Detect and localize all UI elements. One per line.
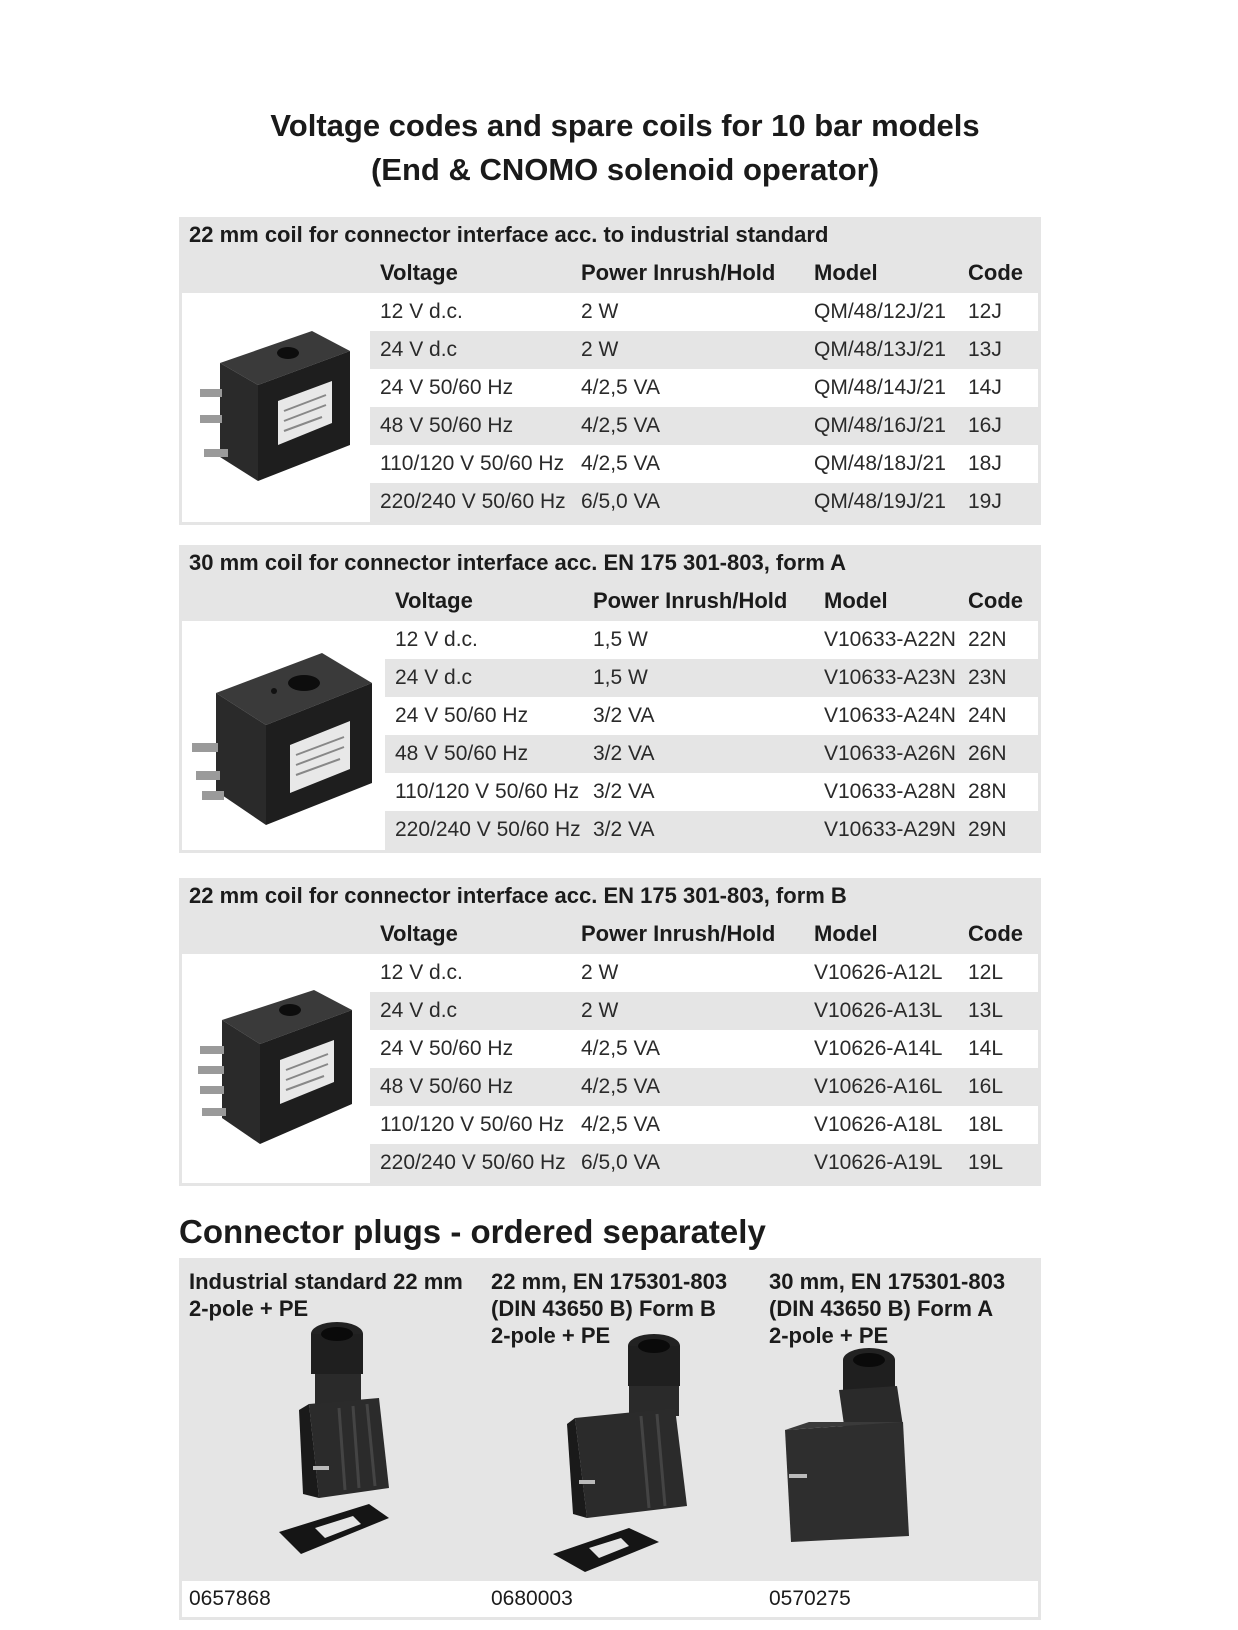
cell-model: V10626-A19L [814,1151,943,1174]
table-row [370,331,1038,369]
column-header-voltage: Voltage [395,588,473,613]
table-row [370,1030,1038,1068]
cell-model: V10633-A22N [824,628,956,651]
cell-voltage: 110/120 V 50/60 Hz [380,452,565,475]
cell-voltage: 24 V d.c [380,338,458,361]
cell-power: 6/5,0 VA [581,1151,660,1174]
cell-voltage: 220/240 V 50/60 Hz [380,1151,566,1174]
connector-plug-industrial-icon [229,1318,429,1568]
cell-model: QM/48/16J/21 [814,414,946,437]
plug-label-line: 2-pole + PE [769,1323,889,1348]
cell-voltage: 24 V 50/60 Hz [380,376,514,399]
cell-power: 3/2 VA [593,704,655,727]
plug-label-line: (DIN 43650 B) Form B [491,1296,716,1321]
coil-section-30mm-form-a [179,545,1041,853]
page-title-line-1: Voltage codes and spare coils for 10 bar models [270,108,980,143]
connector-plugs-panel [179,1258,1041,1620]
cell-voltage: 48 V 50/60 Hz [380,1075,514,1098]
cell-power: 3/2 VA [593,780,655,803]
cell-power: 2 W [581,961,619,984]
cell-model: V10633-A26N [824,742,956,765]
table-row [385,621,1038,659]
cell-code: 13L [968,999,1004,1022]
table-row [370,445,1038,483]
cell-power: 1,5 W [593,628,648,651]
coil-section-22mm-form-b [179,878,1041,1186]
column-header-model: Model [824,588,888,613]
cell-voltage: 110/120 V 50/60 Hz [380,1113,565,1136]
cell-code: 28N [968,780,1007,803]
cell-power: 3/2 VA [593,818,655,841]
table-row [370,992,1038,1030]
cell-voltage: 24 V d.c [380,999,458,1022]
cell-power: 4/2,5 VA [581,452,660,475]
plug-code-form-b: 0680003 [491,1587,573,1610]
coil-section-22mm-industrial [179,217,1041,525]
cell-voltage: 12 V d.c. [395,628,478,651]
cell-model: V10626-A16L [814,1075,943,1098]
cell-power: 2 W [581,999,619,1022]
column-header-code: Code [968,588,1023,613]
cell-code: 24N [968,704,1007,727]
solenoid-coil-icon [182,621,385,850]
column-header-model: Model [814,260,878,285]
cell-code: 29N [968,818,1007,841]
page-title-line-2: (End & CNOMO solenoid operator) [370,152,880,187]
table-row [370,1106,1038,1144]
cell-model: V10633-A29N [824,818,956,841]
cell-power: 3/2 VA [593,742,655,765]
column-header-power: Power Inrush/Hold [581,921,776,946]
cell-code: 16L [968,1075,1004,1098]
table-row [370,483,1038,521]
cell-code: 18J [968,452,1002,475]
plug-label-form-a [769,1268,1005,1349]
table-row [370,954,1038,992]
page-title [0,104,1238,192]
cell-power: 2 W [581,338,619,361]
cell-voltage: 24 V 50/60 Hz [380,1037,514,1060]
section-heading: 22 mm coil for connector interface acc. EN 175 301-803, form B [189,883,847,908]
cell-power: 4/2,5 VA [581,1037,660,1060]
cell-model: QM/48/14J/21 [814,376,946,399]
cell-code: 23N [968,666,1007,689]
cell-power: 2 W [581,300,619,323]
cell-voltage: 220/240 V 50/60 Hz [380,490,566,513]
plug-codes-row [182,1581,1038,1617]
cell-code: 22N [968,628,1007,651]
cell-power: 4/2,5 VA [581,414,660,437]
table-row [370,407,1038,445]
cell-power: 4/2,5 VA [581,1075,660,1098]
cell-model: QM/48/18J/21 [814,452,946,475]
table-row [385,811,1038,849]
cell-power: 4/2,5 VA [581,376,660,399]
plug-code-form-a: 0570275 [769,1587,851,1610]
table-row [385,697,1038,735]
cell-voltage: 12 V d.c. [380,961,463,984]
cell-power: 6/5,0 VA [581,490,660,513]
cell-voltage: 48 V 50/60 Hz [395,742,529,765]
cell-model: V10626-A14L [814,1037,943,1060]
cell-model: V10626-A13L [814,999,943,1022]
table-row [385,659,1038,697]
solenoid-coil-icon [182,293,370,522]
cell-model: V10633-A23N [824,666,956,689]
cell-voltage: 12 V d.c. [380,300,463,323]
column-header-code: Code [968,260,1023,285]
plug-label-line: Industrial standard 22 mm [189,1269,463,1294]
section-heading: 22 mm coil for connector interface acc. to industrial standard [189,222,829,247]
cell-model: V10633-A24N [824,704,956,727]
cell-code: 12J [968,300,1002,323]
cell-model: V10633-A28N [824,780,956,803]
cell-voltage: 110/120 V 50/60 Hz [395,780,580,803]
table-row [370,1144,1038,1182]
cell-code: 16J [968,414,1002,437]
cell-code: 12L [968,961,1004,984]
cell-model: V10626-A12L [814,961,943,984]
cell-code: 14J [968,376,1002,399]
table-row [385,773,1038,811]
column-header-power: Power Inrush/Hold [593,588,788,613]
cell-code: 13J [968,338,1002,361]
column-header-voltage: Voltage [380,921,458,946]
solenoid-coil-icon [182,954,370,1183]
plug-label-line: 2-pole + PE [491,1323,611,1348]
cell-voltage: 220/240 V 50/60 Hz [395,818,581,841]
cell-code: 19L [968,1151,1004,1174]
cell-voltage: 24 V 50/60 Hz [395,704,529,727]
plug-label-line: (DIN 43650 B) Form A [769,1296,994,1321]
plug-label-line: 2-pole + PE [189,1296,309,1321]
cell-code: 14L [968,1037,1004,1060]
connector-plugs-title: Connector plugs - ordered separately [179,1213,766,1250]
plug-label-line: 30 mm, EN 175301-803 [769,1269,1006,1294]
column-header-power: Power Inrush/Hold [581,260,776,285]
cell-code: 19J [968,490,1002,513]
connector-plug-form-b-icon [529,1328,729,1578]
plug-label-line: 22 mm, EN 175301-803 [491,1269,728,1294]
column-header-model: Model [814,921,878,946]
cell-code: 26N [968,742,1007,765]
column-header-voltage: Voltage [380,260,458,285]
cell-model: QM/48/12J/21 [814,300,946,323]
cell-voltage: 24 V d.c [395,666,473,689]
cell-model: QM/48/13J/21 [814,338,946,361]
cell-model: QM/48/19J/21 [814,490,946,513]
plug-label-industrial [189,1268,463,1322]
connector-plug-form-a-icon [779,1346,939,1546]
table-row [385,735,1038,773]
column-header-code: Code [968,921,1023,946]
cell-power: 1,5 W [593,666,648,689]
cell-power: 4/2,5 VA [581,1113,660,1136]
table-row [370,293,1038,331]
cell-model: V10626-A18L [814,1113,943,1136]
section-heading: 30 mm coil for connector interface acc. EN 175 301-803, form A [189,550,847,575]
table-row [370,1068,1038,1106]
table-row [370,369,1038,407]
plug-code-industrial: 0657868 [189,1587,271,1610]
cell-code: 18L [968,1113,1004,1136]
cell-voltage: 48 V 50/60 Hz [380,414,514,437]
